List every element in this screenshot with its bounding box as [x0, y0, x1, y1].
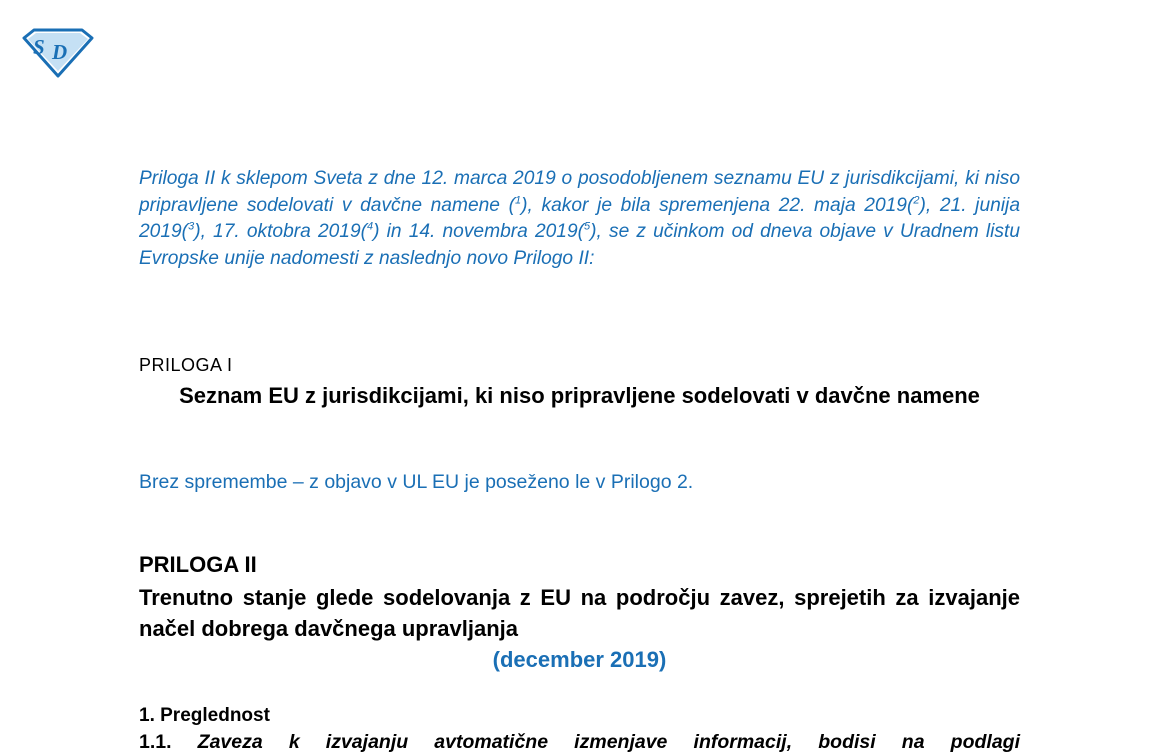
annex-2-title: Trenutno stanje glede sodelovanja z EU na področju zavez, sprejetih za izvajanje načel dobrega davčnega upravljanja [139, 585, 1020, 641]
annex-1-label: PRILOGA I [139, 355, 233, 375]
intro-text: ) in 14. novembra 2019( [373, 221, 585, 242]
sd-shield-logo-icon [20, 26, 96, 80]
section-heading-transparency: 1. Preglednost [139, 705, 270, 726]
subsection-text: Zaveza k izvajanju avtomatične izmenjave informacij, bodisi na podlagi [197, 731, 1020, 753]
footnote-ref-2[interactable]: 2 [913, 194, 920, 207]
footnote-ref-3[interactable]: 3 [188, 220, 195, 233]
intro-paragraph [139, 166, 1020, 272]
svg-text:S: S [33, 35, 45, 59]
intro-text: Priloga II k sklepom Sveta z dne 12. marca 2019 o posodobljenem seznamu EU z jurisdikcijami, ki niso pripravljene sodelovati v davčne namene ( [139, 168, 1020, 216]
annex-2-label: PRILOGA II [139, 552, 257, 577]
svg-text:D: D [52, 40, 68, 64]
intro-text: ), kakor je bila spremenjena 22. maja 2019( [521, 194, 914, 216]
footnote-ref-1[interactable]: 1 [515, 194, 522, 207]
intro-text: ), se z učinkom od dneva objave v Uradnem listu Evropske unije nadomesti z naslednjo novo Prilogo II: [139, 221, 1021, 269]
annex-1-note: Brez spremembe – z objavo v UL EU je poseženo le v Prilogo 2. [139, 471, 694, 493]
annex-1-title: Seznam EU z jurisdikcijami, ki niso pripravljene sodelovati v davčne namene [179, 383, 980, 408]
intro-text: ), 17. oktobra 2019( [194, 221, 368, 242]
intro-text: ), 21. junija 2019( [139, 194, 1020, 242]
annex-2-date: (december 2019) [492, 647, 667, 672]
subsection-number: 1.1. [139, 731, 172, 753]
footnote-ref-5[interactable]: 5 [584, 220, 591, 233]
subsection-1-1 [139, 729, 1020, 755]
footnote-ref-4[interactable]: 4 [367, 220, 374, 233]
